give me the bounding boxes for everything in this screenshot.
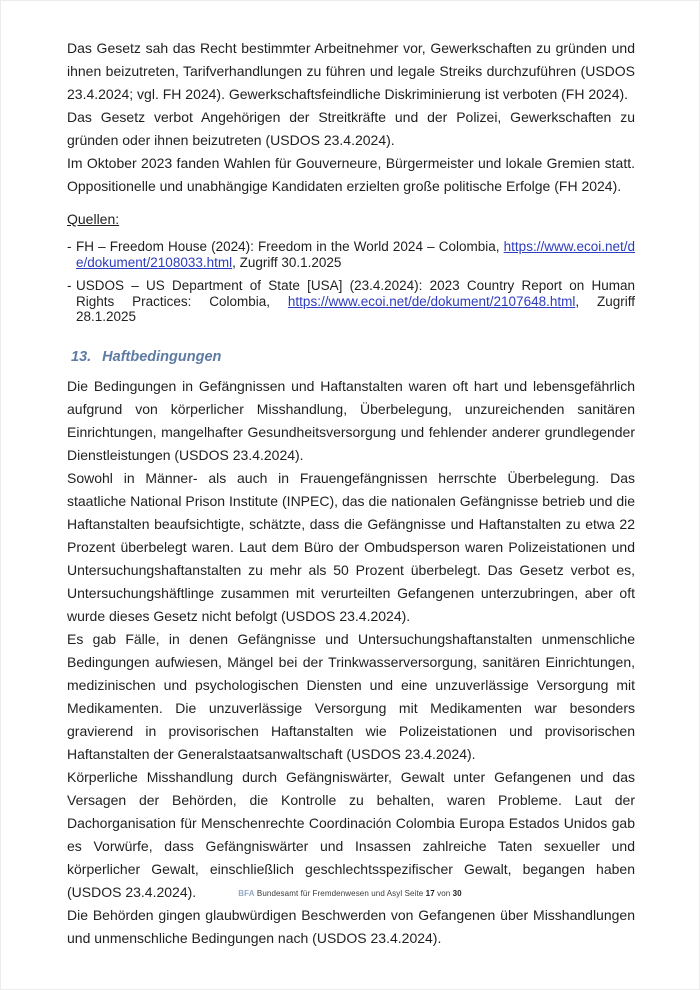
paragraph-overcrowding: Sowohl in Männer- als auch in Frauengefängnissen herrschte Überbelegung. Das staatliche National Prison Institute (INPEC), das die nationalen Gefängnisse betrieb und die Haftanstalten beaufsichtigte, schätzte, dass die Gefängnisse und Haftanstalten zu etwa 22 Prozent überbelegt waren. Laut dem Büro der Ombudsperson waren Polizeistationen und Untersuchungshaftanstalten zu mehr als 50 Prozent überbelegt. Das Gesetz verbot es, Untersuchungshäftlinge zusammen mit verurteilten Gefangenen unterzubringen, aber oft wurde dieses Gesetz nicht befolgt (USDOS 23.4.2024). — [67, 469, 635, 624]
section-title: Haftbedingungen — [102, 348, 222, 365]
source-link-usdos[interactable]: https://www.ecoi.net/de/dokument/2107648.html — [287, 293, 576, 309]
sources-heading: Quellen: — [67, 211, 120, 227]
footer-org-name: Bundesamt für Fremdenwesen und Asyl — [256, 889, 403, 898]
source-bullet: - — [67, 239, 72, 254]
footer-page-label: Seite — [404, 889, 424, 898]
paragraph-military-police-ban: Das Gesetz verbot Angehörigen der Streitkräfte und der Polizei, Gewerkschaften zu gründen oder ihnen beizutreten (USDOS 23.4.2024). — [67, 109, 635, 148]
paragraph-complaints: Die Behörden gingen glaubwürdigen Beschwerden von Gefangenen über Misshandlungen und unmenschliche Bedingungen nach (USDOS 23.4.2024). — [67, 906, 635, 946]
section-heading-haftbedingungen — [67, 349, 635, 366]
section-number: 13. — [71, 348, 92, 365]
paragraph-labor-rights: Das Gesetz sah das Recht bestimmter Arbeitnehmer vor, Gewerkschaften zu gründen und ihnen beizutreten, Tarifverhandlungen zu führen und legale Streiks durchzuführen (USDOS 23.4.2024; vgl. FH 2024). Gewerkschaftsfeindliche Diskriminierung ist verboten (FH 2024). — [67, 40, 635, 102]
paragraph-abuse-violence: Körperliche Misshandlung durch Gefängniswärter, Gewalt unter Gefangenen und das Versagen der Behörden, die Kontrolle zu behalten, waren Probleme. Laut der Dachorganisation für Menschenrechte Coordinación Colombia Europa Estados Unidos gab es Vorwürfe, dass Gefängniswärter und Insassen zahlreiche Taten sexueller und körperlicher Gewalt, einschließlich geschlechtsspezifischer Gewalt, begangen haben (USDOS 23.4.2024). — [67, 768, 635, 900]
source-text-before: FH – Freedom House (2024): Freedom in the World 2024 – Colombia, — [76, 239, 504, 254]
paragraph-inhumane-conditions: Es gab Fälle, in denen Gefängnisse und Untersuchungshaftanstalten unmenschliche Bedingungen aufwiesen, Mängel bei der Trinkwasserversorgung, sanitären Einrichtungen, medizinischen und psychologischen Diensten und eine unzuverlässige Versorgung mit Medikamenten. Die unzuverlässige Versorgung mit Medikamenten war besonders gravierend in provisorischen Haftanstalten wie Polizeistationen und provisorischen Haftanstalten der Generalstaatsanwaltschaft (USDOS 23.4.2024). — [67, 630, 635, 762]
footer-page-total: 30 — [452, 889, 462, 898]
source-link-fh[interactable]: https://www.ecoi.net/de/dokument/2108033.html — [76, 239, 635, 270]
source-citation-usdos — [76, 278, 635, 325]
source-text-after: , Zugriff 30.1.2025 — [232, 254, 342, 270]
page-content — [67, 37, 635, 950]
bfa-logo-text: BFA — [238, 889, 255, 898]
paragraph-elections: Im Oktober 2023 fanden Wahlen für Gouverneure, Bürgermeister und lokale Gremien statt. Oppositionelle und unabhängige Kandidaten erzielten große politische Erfolge (FH 2024). — [67, 155, 635, 194]
source-citation-fh — [76, 239, 635, 270]
footer-of-label: von — [437, 889, 451, 898]
source-item-usdos — [67, 278, 635, 325]
source-item-fh — [67, 239, 635, 270]
source-bullet: - — [67, 278, 72, 293]
footer-page-current: 17 — [425, 889, 435, 898]
source-text-after: , Zugriff 28.1.2025 — [76, 293, 635, 324]
page-footer — [1, 889, 699, 899]
paragraph-detention-conditions: Die Bedingungen in Gefängnissen und Haftanstalten waren oft hart und lebensgefährlich aufgrund von körperlicher Misshandlung, Überbelegung, unzureichenden sanitären Einrichtungen, mangelhafter Gesundheitsversorgung und fehlender anderer grundlegender Dienstleistungen (USDOS 23.4.2024). — [67, 377, 635, 463]
sources-list — [67, 239, 635, 325]
source-text-before: USDOS – US Department of State [USA] (23.4.2024): 2023 Country Report on Human Rights Practices: Colombia, — [76, 278, 635, 309]
